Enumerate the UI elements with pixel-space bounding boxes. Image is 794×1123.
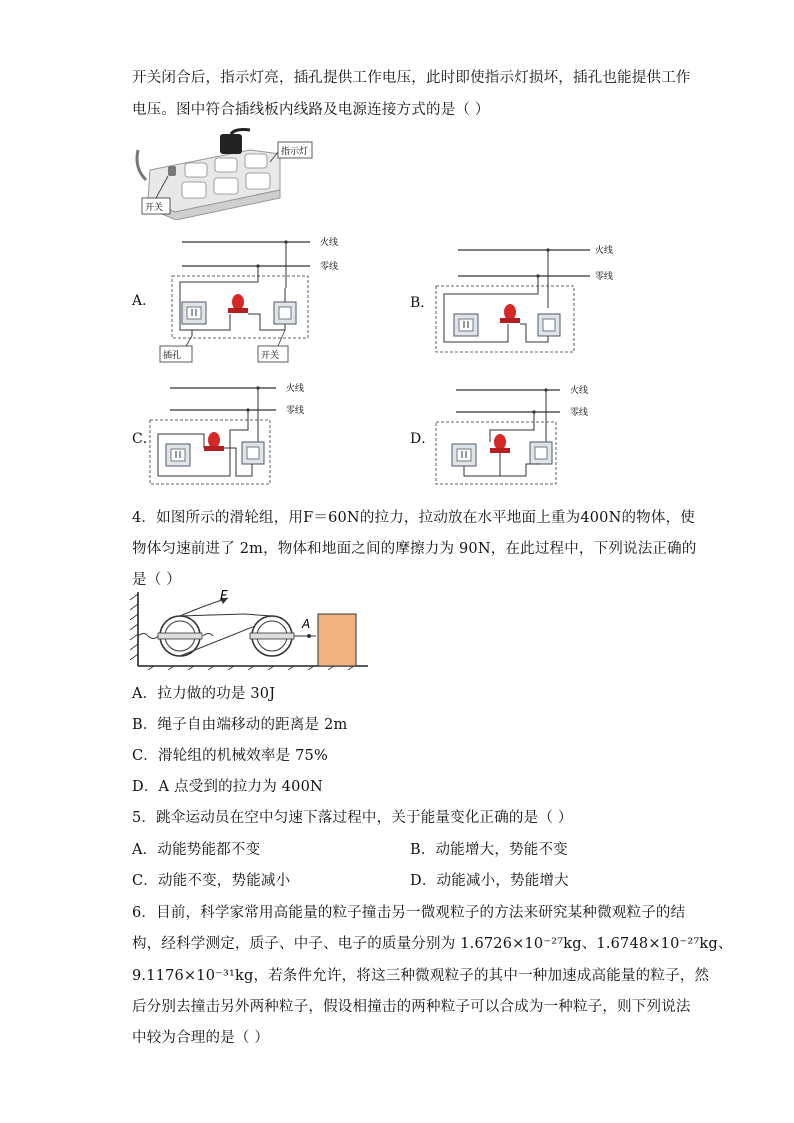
switch-shape [168, 166, 176, 176]
circuit-a [150, 230, 370, 366]
q5-option-c: C．动能不变，势能减小 [132, 873, 291, 889]
q4-option-a: A．拉力做的功是 30J [132, 686, 276, 702]
q4-option-c: C．滑轮组的机械效率是 75% [132, 748, 328, 764]
neutral-label-b: 零线 [595, 272, 614, 282]
circuit-d [430, 380, 630, 490]
block-object [318, 614, 356, 666]
circuit-b [430, 238, 630, 358]
q3-line2: 电压。图中符合插线板内线路及电源连接方式的是（ ） [132, 102, 490, 118]
neutral-label-c: 零线 [286, 406, 305, 416]
live-label-d: 火线 [570, 386, 589, 396]
q4-line2: 物体匀速前进了 2m，物体和地面之间的摩擦力为 90N，在此过程中，下列说法正确的 [132, 541, 697, 557]
q5-option-d: D．动能减小，势能增大 [410, 873, 569, 889]
switch-label: 开关 [145, 203, 164, 213]
pulley-figure [128, 590, 378, 670]
q5-option-b: B．动能增大，势能不变 [410, 842, 568, 858]
option-c-label: C． [132, 431, 157, 447]
indicator-label: 指示灯 [281, 147, 309, 157]
neutral-label: 零线 [320, 262, 339, 272]
option-b-label: B． [410, 295, 435, 311]
q4-option-d: D．A 点受到的拉力为 400N [132, 779, 323, 795]
q6-line3: 9.1176×10⁻³¹kg，若条件允许，将这三种微观粒子的其中一种加速成高能量的粒子，然 [132, 968, 710, 984]
point-a-label: A [302, 617, 311, 631]
force-label: F [220, 590, 228, 604]
option-d-label: D． [410, 431, 436, 447]
q5-option-a: A．动能势能都不变 [132, 842, 261, 858]
q4-line1: 4．如图所示的滑轮组，用F＝60N的拉力，拉动放在水平地面上重为400N的物体，使 [132, 510, 695, 526]
q5-stem: 5．跳伞运动员在空中匀速下落过程中，关于能量变化正确的是（ ） [132, 810, 573, 826]
live-label-b: 火线 [595, 246, 614, 256]
q3-line1: 开关闭合后，指示灯亮，插孔提供工作电压，此时即使指示灯损坏，插孔也能提供工作 [132, 70, 691, 86]
q6-line4: 后分别去撞击另外两种粒子，假设相撞击的两种粒子可以合成为一种粒子，则下列说法 [132, 999, 691, 1015]
q6-line2: 构，经科学测定，质子、中子、电子的质量分别为 1.6726×10⁻²⁷kg、1.6748×10⁻²⁷kg、 [132, 936, 733, 952]
socket-label: 插孔 [163, 351, 182, 361]
circuit-c [146, 380, 346, 490]
live-label-c: 火线 [286, 384, 305, 394]
power-strip-photo [130, 128, 320, 220]
plug-shape [220, 134, 242, 154]
q4-option-b: B．绳子自由端移动的距离是 2m [132, 717, 348, 733]
q6-line1: 6．目前，科学家常用高能量的粒子撞击另一微观粒子的方法来研究某种微观粒子的结 [132, 905, 686, 921]
q4-line3: 是（ ） [132, 572, 181, 588]
neutral-label-d: 零线 [570, 408, 589, 418]
switch-label-a: 开关 [261, 351, 280, 361]
q6-line5: 中较为合理的是（ ） [132, 1030, 270, 1046]
option-a-label: A． [132, 293, 157, 309]
live-label: 火线 [320, 238, 339, 248]
